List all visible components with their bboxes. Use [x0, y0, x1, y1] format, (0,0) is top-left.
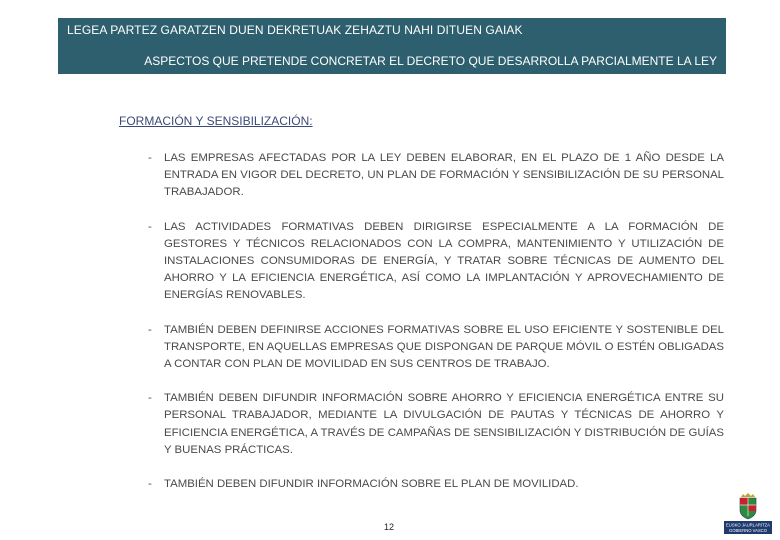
bullet-item [148, 219, 724, 305]
slide-header [58, 18, 726, 74]
bullet-text: TAMBIÉN DEBEN DIFUNDIR INFORMACIÓN SOBRE AHORRO Y EFICIENCIA ENERGÉTICA ENTRE SU PERSONAL TRABAJADOR, MEDIANTE LA DIVULGACIÓN DE PAUTAS Y TÉCNICAS DE AHORRO Y EFICIENCIA ENERGÉTICA, A TRAVÉS DE CAMPAÑAS DE SENSIBILIZACIÓN Y DISTRIBUCIÓN DE GUÍAS Y BUENAS PRÁCTICAS. [164, 392, 724, 456]
bullet-text: TAMBIÉN DEBEN DEFINIRSE ACCIONES FORMATIVAS SOBRE EL USO EFICIENTE Y SOSTENIBLE DEL TRANSPORTE, EN AQUELLAS EMPRESAS QUE DISPONGAN DE PARQUE MÓVIL O ESTÉN OBLIGADAS A CONTAR CON PLAN DE MOVILIDAD EN SUS CENTROS DE TRABAJO. [164, 323, 724, 371]
svg-text:GOBIERNO VASCO: GOBIERNO VASCO [728, 528, 768, 533]
bullet-text: LAS EMPRESAS AFECTADAS POR LA LEY DEBEN ELABORAR, EN EL PLAZO DE 1 AÑO DESDE LA ENTRADA EN VIGOR DEL DECRETO, UN PLAN DE FORMACIÓN Y SENSIBILIZACIÓN DE SU PERSONAL TRABAJADOR. [164, 152, 724, 199]
bullet-item [148, 476, 724, 493]
header-title-spanish: ASPECTOS QUE PRETENDE CONCRETAR EL DECRETO QUE DESARROLLA PARCIALMENTE LA LEY [144, 54, 717, 68]
bullet-list [148, 150, 724, 493]
bullet-item [148, 390, 724, 459]
section-title: FORMACIÓN Y SENSIBILIZACIÓN: [119, 114, 313, 128]
bullet-text: TAMBIÉN DEBEN DIFUNDIR INFORMACIÓN SOBRE EL PLAN DE MOVILIDAD. [164, 478, 579, 491]
bullet-item [148, 322, 724, 374]
basque-government-logo-icon [722, 492, 774, 536]
header-title-basque: LEGEA PARTEZ GARATZEN DUEN DEKRETUAK ZEHAZTU NAHI DITUEN GAIAK [67, 23, 523, 37]
bullet-text: LAS ACTIVIDADES FORMATIVAS DEBEN DIRIGIRSE ESPECIALMENTE A LA FORMACIÓN DE GESTORES Y TÉCNICOS RELACIONADOS CON LA COMPRA, MANTENIMIENTO Y UTILIZACIÓN DE INSTALACIONES CONSUMIDORAS DE ENERGÍA, Y TRATAR SOBRE TÉCNICAS DE AUMENTO DEL AHORRO Y LA EFICIENCIA ENERGÉTICA, ASÍ COMO LA IMPLANTACIÓN Y APROVECHAMIENTO DE ENERGÍAS RENOVABLES. [164, 220, 724, 302]
bullet-dash: - [148, 220, 152, 233]
bullet-dash: - [148, 152, 152, 164]
svg-text:EUSKO JAURLARITZA: EUSKO JAURLARITZA [726, 522, 770, 528]
page-number: 12 [384, 522, 395, 532]
bullet-dash: - [148, 323, 152, 336]
bullet-dash: - [148, 392, 152, 405]
bullet-dash: - [148, 478, 152, 491]
bullet-item [148, 150, 724, 202]
